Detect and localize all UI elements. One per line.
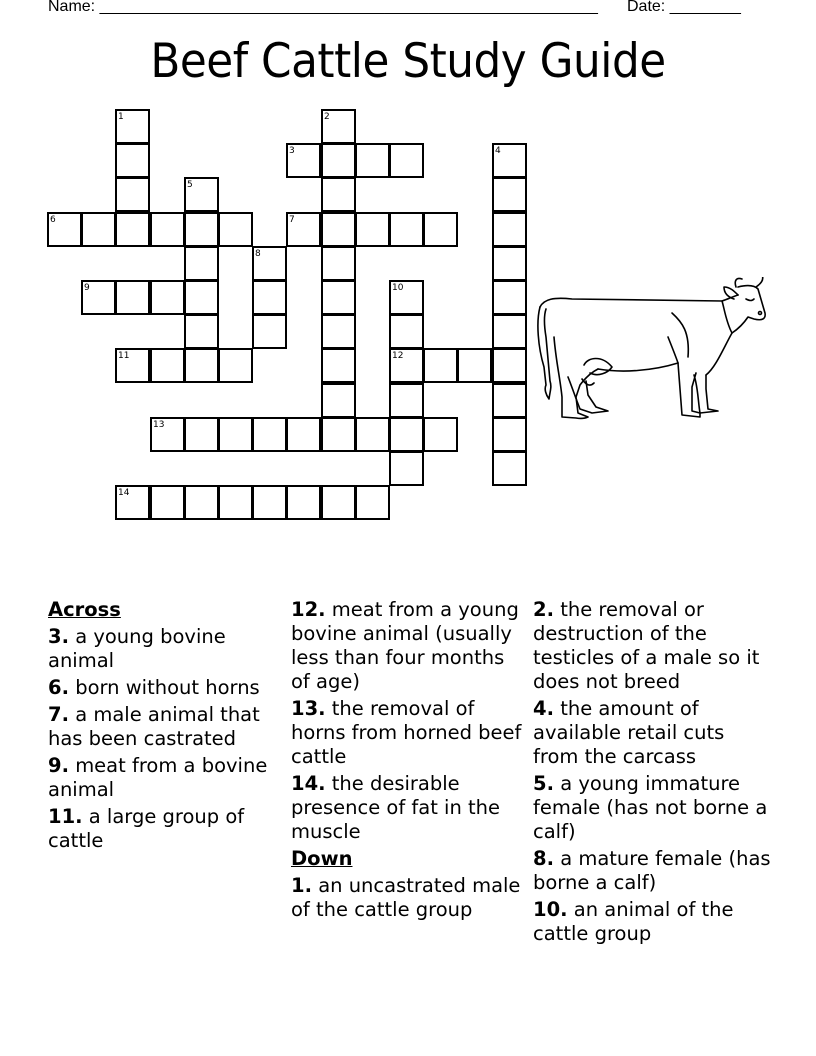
grid-cell[interactable] [321,417,356,452]
cell-number: 2 [324,112,330,122]
grid-cell[interactable] [252,417,287,452]
page-title: Beef Cattle Study Guide [150,34,666,89]
clue-text: a male animal that has been castrated [48,703,260,750]
grid-cell[interactable] [321,383,356,418]
clue-across-4 [48,805,283,853]
grid-cell[interactable] [184,417,219,452]
grid-cell[interactable] [184,348,219,383]
grid-cell[interactable] [321,280,356,315]
grid-cell[interactable] [81,280,116,315]
clue-text: a mature female (has borne a calf) [533,847,771,894]
grid-cell[interactable] [252,314,287,349]
grid-cell[interactable] [115,348,150,383]
clue-down-5 [533,898,773,946]
grid-cell[interactable] [184,246,219,281]
grid-cell[interactable] [218,348,253,383]
grid-cell[interactable] [150,348,185,383]
header [48,0,748,18]
clue-across-5 [291,598,529,694]
clue-number: 1. [291,874,312,897]
clue-number: 8. [533,847,554,870]
clue-across-3 [48,754,283,802]
grid-cell[interactable] [492,348,527,383]
date-field[interactable]: Date: ________ [627,0,741,15]
grid-cell[interactable] [184,280,219,315]
grid-cell[interactable] [321,212,356,247]
grid-cell[interactable] [492,246,527,281]
grid-cell[interactable] [423,417,458,452]
grid-cell[interactable] [286,143,321,178]
clue-text: the removal or destruction of the testicles of a male so it does not breed [533,598,760,693]
down-heading: Down [291,847,353,870]
cell-number: 6 [50,215,56,225]
clue-text: the desirable presence of fat in the muscle [291,772,501,843]
across-heading: Across [48,598,121,621]
grid-cell[interactable] [389,348,424,383]
clue-across-1 [48,676,283,700]
grid-cell[interactable] [389,280,424,315]
grid-cell[interactable] [492,177,527,212]
name-field[interactable]: Name: ________________________________________________________ [48,0,598,15]
grid-cell[interactable] [115,109,150,144]
clue-number: 13. [291,697,326,720]
grid-cell[interactable] [355,485,390,520]
clue-number: 12. [291,598,326,621]
clue-text: a large group of cattle [48,805,245,852]
clue-across-7 [291,772,529,844]
cell-number: 1 [118,112,124,122]
grid-cell[interactable] [252,246,287,281]
grid-cell[interactable] [184,177,219,212]
clue-down-3 [533,772,773,844]
clue-text: a young bovine animal [48,625,226,672]
clue-number: 11. [48,805,83,828]
clue-across-0 [48,625,283,673]
grid-cell[interactable] [218,417,253,452]
clue-number: 7. [48,703,69,726]
cell-number: 11 [118,351,130,361]
grid-cell[interactable] [286,485,321,520]
cell-number: 12 [392,351,404,361]
grid-cell[interactable] [115,212,150,247]
clue-number: 6. [48,676,69,699]
grid-cell[interactable] [492,212,527,247]
cell-number: 13 [153,420,165,430]
clue-text: the amount of available retail cuts from the carcass [533,697,725,768]
grid-cell[interactable] [184,212,219,247]
grid-cell[interactable] [355,143,390,178]
cell-number: 4 [495,146,501,156]
grid-cell[interactable] [218,212,253,247]
grid-cell[interactable] [389,212,424,247]
cell-number: 8 [255,249,261,259]
grid-cell[interactable] [115,177,150,212]
clue-number: 3. [48,625,69,648]
clues-column-1 [48,598,283,856]
clue-text: an animal of the cattle group [533,898,734,945]
grid-cell[interactable] [81,212,116,247]
cell-number: 10 [392,283,404,293]
grid-cell[interactable] [389,417,424,452]
grid-cell[interactable] [457,348,492,383]
grid-cell[interactable] [321,246,356,281]
grid-cell[interactable] [47,212,82,247]
grid-cell[interactable] [150,212,185,247]
grid-cell[interactable] [492,451,527,486]
grid-cell[interactable] [355,417,390,452]
grid-cell[interactable] [150,280,185,315]
grid-cell[interactable] [492,314,527,349]
grid-cell[interactable] [150,417,185,452]
clue-down-4 [533,847,773,895]
clue-down-0 [291,874,529,922]
grid-cell[interactable] [492,280,527,315]
grid-cell[interactable] [115,485,150,520]
cell-number: 14 [118,488,130,498]
grid-cell[interactable] [389,143,424,178]
clue-down-2 [533,697,773,769]
grid-cell[interactable] [492,383,527,418]
cell-number: 9 [84,283,90,293]
clue-text: meat from a bovine animal [48,754,268,801]
grid-cell[interactable] [423,212,458,247]
grid-cell[interactable] [389,314,424,349]
grid-cell[interactable] [321,109,356,144]
clue-number: 14. [291,772,326,795]
cell-number: 7 [289,215,295,225]
cell-number: 5 [187,180,193,190]
grid-cell[interactable] [389,383,424,418]
grid-cell[interactable] [252,280,287,315]
cow-icon [532,277,772,423]
grid-cell[interactable] [252,485,287,520]
grid-cell[interactable] [492,143,527,178]
grid-cell[interactable] [184,314,219,349]
clues-column-3 [533,598,773,949]
grid-cell[interactable] [321,485,356,520]
grid-cell[interactable] [321,143,356,178]
grid-cell[interactable] [115,143,150,178]
grid-cell[interactable] [389,451,424,486]
grid-cell[interactable] [184,485,219,520]
clue-text: meat from a young bovine animal (usually less than four months of age) [291,598,519,693]
grid-cell[interactable] [321,314,356,349]
clue-number: 2. [533,598,554,621]
cell-number: 3 [289,146,295,156]
clue-text: an uncastrated male of the cattle group [291,874,521,921]
grid-cell[interactable] [355,212,390,247]
clue-across-6 [291,697,529,769]
clues-column-2 [291,598,529,925]
clue-text: a young immature female (has not borne a calf) [533,772,768,843]
grid-cell[interactable] [321,177,356,212]
clue-number: 9. [48,754,69,777]
clue-down-1 [533,598,773,694]
grid-cell[interactable] [286,417,321,452]
grid-cell[interactable] [115,280,150,315]
grid-cell[interactable] [492,417,527,452]
grid-cell[interactable] [423,348,458,383]
clue-number: 5. [533,772,554,795]
clue-number: 10. [533,898,568,921]
clue-across-2 [48,703,283,751]
clue-text: the removal of horns from horned beef cattle [291,697,522,768]
grid-cell[interactable] [286,212,321,247]
clue-number: 4. [533,697,554,720]
clue-text: born without horns [75,676,260,699]
grid-cell[interactable] [321,348,356,383]
grid-cell[interactable] [150,485,185,520]
grid-cell[interactable] [218,485,253,520]
